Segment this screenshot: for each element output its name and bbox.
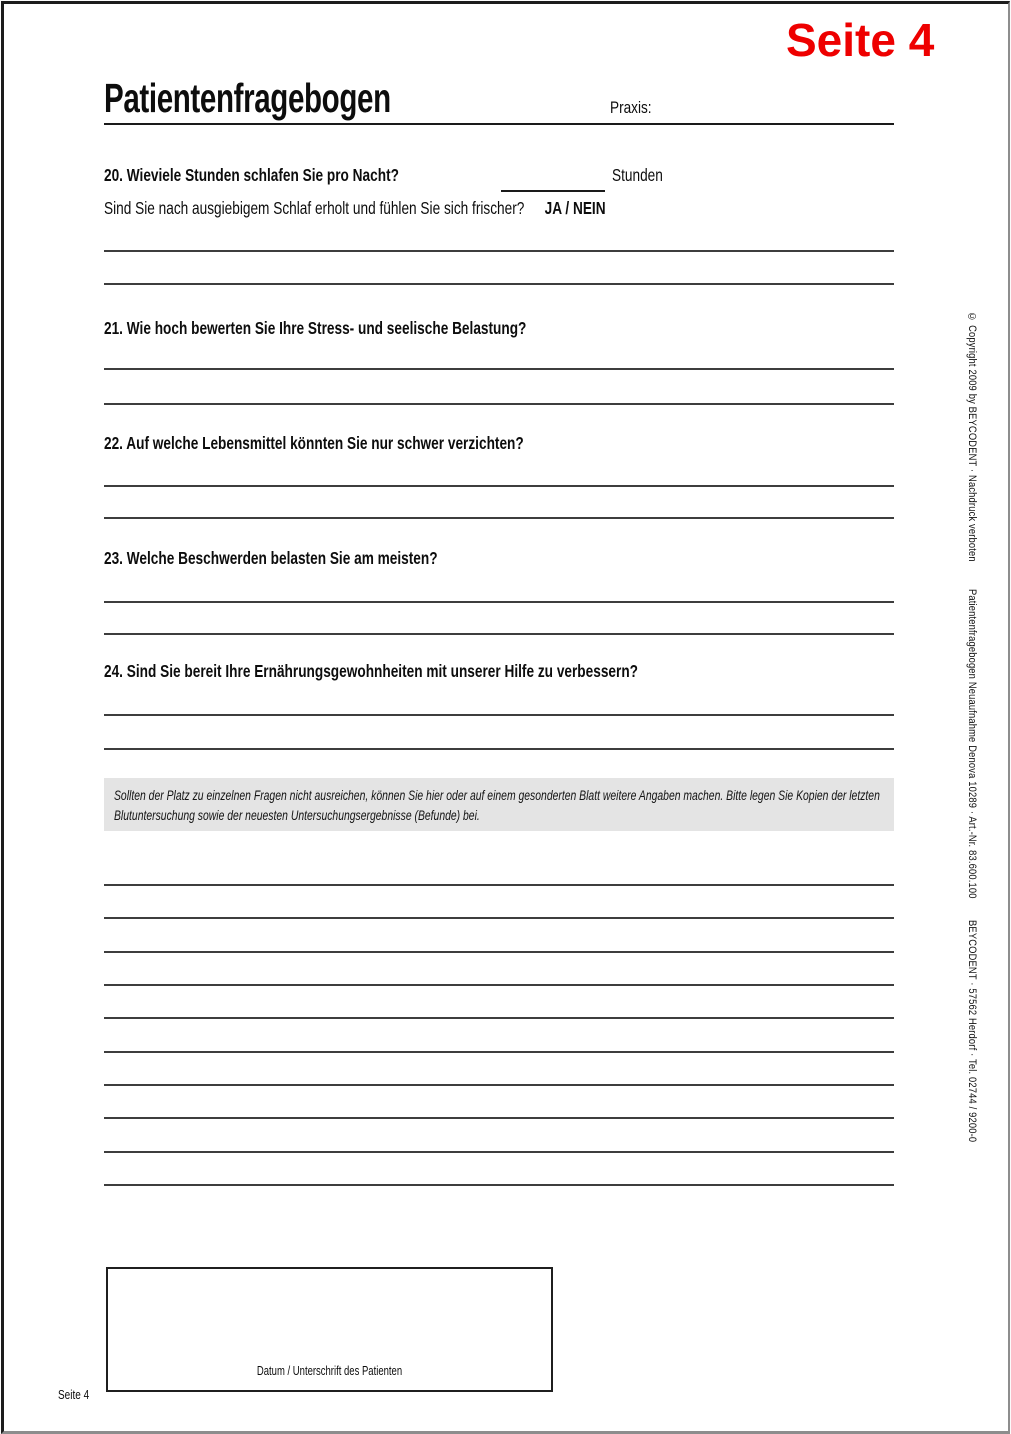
form-page	[1, 1, 1010, 1434]
question-21-label: 21. Wie hoch bewerten Sie Ihre Stress- und seelische Belastung?	[104, 318, 527, 338]
signature-box-label: Datum / Unterschrift des Patienten	[256, 1363, 403, 1378]
answer-line	[104, 283, 894, 285]
note-box	[104, 778, 894, 831]
answer-line	[104, 368, 894, 370]
writing-line	[104, 1051, 894, 1053]
question-24-label: 24. Sind Sie bereit Ihre Ernährungsgewohnheiten mit unserer Hilfe zu verbessern?	[104, 661, 639, 681]
writing-line	[104, 951, 894, 953]
signature-box	[106, 1267, 553, 1392]
answer-line	[104, 748, 894, 750]
question-20-blank-field	[501, 190, 605, 192]
question-22-label: 22. Auf welche Lebensmittel könnten Sie nur schwer verzichten?	[104, 433, 524, 453]
writing-line	[104, 1151, 894, 1153]
praxis-label: Praxis:	[610, 98, 652, 117]
footer-page-label: Seite 4	[58, 1388, 90, 1402]
answer-line	[104, 485, 894, 487]
writing-line	[104, 984, 894, 986]
margin-product-note: Patientenfragebogen Neuaufnahme Denova 10289 · Art.-Nr. 83.600.100	[966, 589, 978, 899]
answer-line	[104, 601, 894, 603]
answer-line	[104, 633, 894, 635]
page-number-badge: Seite 4	[786, 14, 935, 66]
writing-line	[104, 1017, 894, 1019]
writing-line	[104, 1084, 894, 1086]
question-20-label: 20. Wieviele Stunden schlafen Sie pro Nacht?	[104, 165, 399, 185]
question-20-unit-label: Stunden	[612, 165, 663, 185]
margin-manufacturer-note: BEYCODENT · 57562 Herdorf · Tel. 02744 / 9200-0	[966, 920, 978, 1143]
header-rule	[104, 123, 894, 125]
writing-line	[104, 884, 894, 886]
answer-line	[104, 403, 894, 405]
question-20-choices: JA / NEIN	[544, 198, 606, 218]
form-title: Patientenfragebogen	[104, 75, 391, 121]
question-23-label: 23. Welche Beschwerden belasten Sie am meisten?	[104, 548, 438, 568]
writing-line	[104, 1117, 894, 1119]
answer-line	[104, 517, 894, 519]
answer-line	[104, 250, 894, 252]
note-box-text: Sollten der Platz zu einzelnen Fragen nicht ausreichen, können Sie hier oder auf einem gesonderten Blatt weitere Angaben machen. Bitte legen Sie Kopien der letzten Blutuntersuchung sowie der neuesten Untersuchungsergebnisse (Befunde) bei.	[114, 788, 880, 824]
question-20-subquestion-text: Sind Sie nach ausgiebigem Schlaf erholt und fühlen Sie sich frischer?	[104, 198, 525, 218]
writing-line	[104, 917, 894, 919]
margin-copyright-note: © Copyright 2009 by BEYCODENT · Nachdruck verboten	[966, 312, 978, 562]
question-20-subquestion	[104, 198, 606, 219]
writing-line	[104, 1184, 894, 1186]
answer-line	[104, 714, 894, 716]
